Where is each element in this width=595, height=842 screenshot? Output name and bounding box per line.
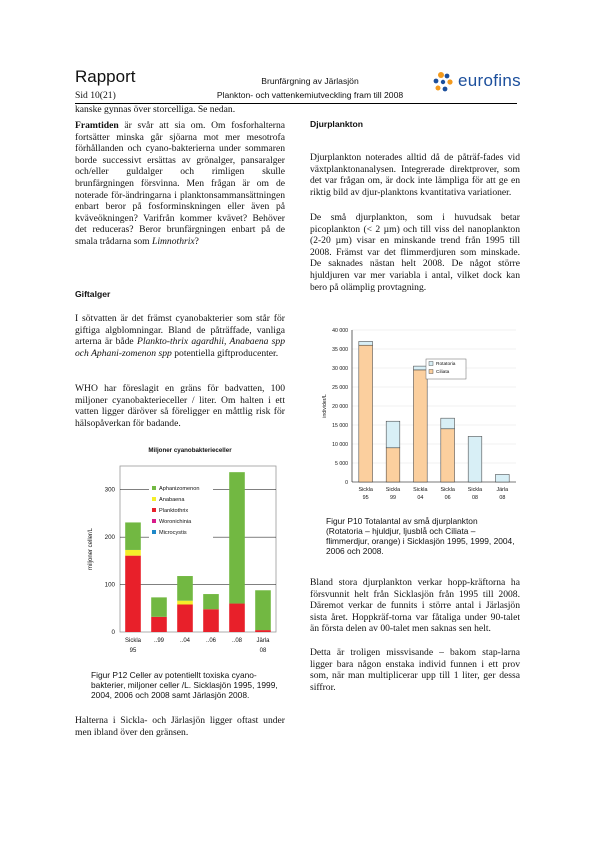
bar-segment-aphanizomenon bbox=[229, 472, 245, 603]
paragraph-hoppkraftor: Bland stora djurplankton verkar hopp-kräftorna ha försvunnit helt från Sicklasjön från 1995 till 2008. Däremot verkar de funnits i större antal i Järlasjön sista året. Hoppkräf-torna var fåtaliga under 90-talet än första delen av 00-talet men saknas sen helt. bbox=[310, 577, 520, 635]
bar-segment-ciliata bbox=[441, 429, 455, 482]
bar-segment-rotatoria bbox=[414, 366, 428, 370]
y-tick-label: 300 bbox=[104, 486, 115, 494]
header-subtitle-2: Plankton- och vattenkemiutveckling fram till 2008 bbox=[216, 90, 404, 100]
heading-djurplankton: Djurplankton bbox=[310, 119, 363, 129]
x-tick-label: Sickla bbox=[358, 487, 373, 493]
x-tick-label-line2: 95 bbox=[362, 495, 369, 501]
legend-swatch-planktothrix bbox=[152, 508, 156, 512]
y-tick-label: 25 000 bbox=[332, 385, 348, 391]
zooplankton-chart bbox=[316, 322, 522, 508]
paragraph-halterna: Halterna i Sickla- och Järlasjön ligger oftast under men ibland över den gränsen. bbox=[75, 715, 285, 738]
legend-swatch-anabaena bbox=[152, 497, 156, 501]
legend-label-ciliata: Ciliata bbox=[436, 370, 450, 375]
bar-segment-ciliata bbox=[359, 345, 373, 482]
caption-figure-p10: Figur P10 Totalantal av små djurplankton (Rotatoria – hjuldjur, ljusblå och Ciliata – flimmerdjur, orange) i Sicklasjön 1995, 1999, 2004, 2006 och 2008. bbox=[326, 516, 515, 556]
x-tick-label-line2: 08 bbox=[259, 648, 267, 654]
legend-swatch-woronichinia bbox=[152, 519, 156, 523]
x-tick-label: ..06 bbox=[205, 638, 217, 644]
x-tick-label: Sickla bbox=[413, 487, 428, 493]
chart-title: Miljoner cyanobakterieceller bbox=[148, 447, 232, 454]
legend-label-planktothrix: Planktothrix bbox=[159, 508, 189, 514]
caption-figure-p12: Figur P12 Celler av potentiellt toxiska cyano-bakterier, miljoner celler /L. Sicklasjön 1995, 1999, 2004, 2006 och 2008 samt Järlasjön 2008. bbox=[91, 670, 278, 700]
intro-line: kanske gynnas över storcelliga. Se nedan. bbox=[75, 104, 236, 115]
eurofins-logo-text: eurofins bbox=[458, 71, 521, 90]
framtiden-bold: Framtiden bbox=[75, 120, 119, 131]
bar-segment-rotatoria bbox=[386, 421, 400, 448]
paragraph-who: WHO har föreslagit en gräns för badvatten, 100 miljoner cyanobakterieceller / liter. Om halten i ett vatten ligger däröver så föreligger en måttlig risk för hälsopåverkan för badande. bbox=[75, 383, 285, 429]
legend-label-woronichinia: Woronichinia bbox=[159, 519, 192, 525]
x-tick-label: Sickla bbox=[440, 487, 455, 493]
framtiden-italic: Limnothrix bbox=[152, 235, 195, 247]
eurofins-logo bbox=[432, 69, 522, 95]
bar-segment-planktothrix bbox=[255, 630, 271, 632]
report-title: Rapport bbox=[75, 67, 136, 86]
framtiden-text: är svår att sia om. Om fosforhalterna fortsätter minska går sjöarna mot mer mesotrofa förhållanden och cyano-bakterierna under sommaren borde successivt ersättas av grönalger, pansaralger och/eller guldalger och rimligen skulle brunfärgningen försvinna. Men frågan är om de noterade för-ändringarna i planktonsammansättningen enbart beror på fosforminskningen eller även på kväveökningen? Varifrån kommer kvävet? Behöver det reduceras? Beror brunfärgningen enbart på de smala trådarna som bbox=[75, 120, 285, 247]
x-tick-label-line2: 06 bbox=[444, 495, 451, 501]
legend-label-rotatoria: Rotatoria bbox=[436, 362, 456, 367]
x-tick-label-line2: 08 bbox=[499, 495, 506, 501]
bar-segment-anabaena bbox=[125, 550, 141, 556]
y-tick-label: 40 000 bbox=[332, 328, 348, 334]
x-tick-label: ..08 bbox=[231, 638, 243, 644]
bar-segment-aphanizomenon bbox=[177, 576, 193, 601]
bar-segment-planktothrix bbox=[229, 604, 245, 632]
legend-label-microcystis: Microcystis bbox=[159, 530, 187, 536]
paragraph-djurplankton-1: Djurplankton noterades alltid då de påträf-fades vid växtplanktonanalysen. Integrerade direktprover, som det var frågan om, är dock inte lämpliga för att ge en riktig bild av djur-planktons kvantitativa variationer. bbox=[310, 152, 520, 198]
paragraph-giftalger bbox=[75, 313, 285, 359]
bar-segment-rotatoria bbox=[441, 418, 455, 429]
legend-label-anabaena: Anabaena bbox=[159, 497, 185, 503]
header-subtitle-1: Brunfärgning av Järlasjön bbox=[261, 76, 359, 86]
legend-swatch-ciliata bbox=[429, 370, 433, 374]
legend-swatch-aphanizomenon bbox=[152, 486, 156, 490]
eurofins-logo-icon bbox=[432, 70, 456, 94]
bar-segment-rotatoria bbox=[468, 436, 482, 482]
legend-label-aphanizomenon: Aphanizomenon bbox=[159, 486, 200, 492]
bar-segment-rotatoria bbox=[496, 474, 510, 482]
bar-segment-aphanizomenon bbox=[151, 597, 167, 616]
x-tick-label: ..04 bbox=[179, 638, 191, 644]
x-tick-label-line2: 04 bbox=[417, 495, 424, 501]
legend-swatch-rotatoria bbox=[429, 362, 433, 366]
y-tick-label: 30 000 bbox=[332, 366, 348, 372]
y-tick-label: 15 000 bbox=[332, 423, 348, 429]
x-tick-label: Sickla bbox=[467, 487, 483, 493]
y-tick-label: 20 000 bbox=[332, 404, 348, 410]
y-axis-label: miljoner celler/L bbox=[88, 527, 94, 571]
paragraph-djurplankton-2: De små djurplankton, som i huvudsak betar picoplankton (< 2 µm) och till viss del nanoplankton (2-20 µm) visar en minskande trend från 1995 till 2008. Främst var det flimmerdjuren som minskade. De saknades nästan helt 2008. De något större hjuldjuren var mer variabla i antal, vilket dock kan bero på olämplig provtagning. bbox=[310, 212, 520, 293]
y-tick-label: 5 000 bbox=[335, 461, 348, 467]
y-tick-label: 200 bbox=[104, 534, 115, 542]
bar-segment-planktothrix bbox=[125, 556, 141, 632]
bar-segment-planktothrix bbox=[203, 609, 219, 632]
paragraph-missvisande: Detta är troligen missvisande – bakom stap-larna ligger bara någon enstaka individ funnen i ett prov som, när man multiplicerar upp till 1 liter, ger dessa siffror. bbox=[310, 647, 520, 693]
bar-segment-rotatoria bbox=[359, 341, 373, 345]
y-tick-label: 35 000 bbox=[332, 347, 348, 353]
bar-segment-planktothrix bbox=[177, 604, 193, 632]
bar-segment-ciliata bbox=[414, 370, 428, 482]
x-tick-label: Järla bbox=[256, 638, 270, 644]
bar-segment-planktothrix bbox=[151, 617, 167, 632]
bar-segment-anabaena bbox=[177, 601, 193, 605]
framtiden-end: ? bbox=[194, 235, 199, 247]
x-tick-label: Sickla bbox=[385, 487, 401, 493]
bar-segment-aphanizomenon bbox=[255, 590, 271, 630]
y-tick-label: 10 000 bbox=[332, 442, 348, 448]
cyanobacteria-chart bbox=[78, 440, 282, 666]
bar-segment-aphanizomenon bbox=[203, 594, 219, 609]
x-tick-label: Sickla bbox=[124, 638, 142, 644]
y-axis-label: individer/L bbox=[322, 394, 328, 418]
giftalger-text-a: I sötvatten är det främst cyanobakterier som står för giftiga algblomningar. Bland de påträffade, vanliga arterna är både bbox=[75, 313, 285, 348]
x-tick-label-line2: 08 bbox=[472, 495, 478, 501]
x-tick-label: Järla bbox=[496, 487, 509, 493]
legend-swatch-microcystis bbox=[152, 530, 156, 534]
giftalger-text-b: potentiella giftproducenter. bbox=[171, 347, 279, 359]
x-tick-label-line2: 95 bbox=[129, 648, 137, 654]
giftalger-italic: Plankto-thrix agardhii, Anabaena spp och Aphani-zomenon spp bbox=[75, 336, 286, 359]
heading-giftalger: Giftalger bbox=[75, 289, 111, 299]
y-tick-label: 0 bbox=[345, 480, 348, 486]
bar-segment-aphanizomenon bbox=[125, 522, 141, 550]
x-tick-label-line2: 99 bbox=[390, 495, 396, 501]
x-tick-label: ..99 bbox=[153, 638, 165, 644]
bar-segment-ciliata bbox=[386, 448, 400, 482]
y-tick-label: 0 bbox=[111, 629, 115, 636]
paragraph-framtiden bbox=[75, 120, 285, 248]
y-tick-label: 100 bbox=[104, 581, 115, 589]
page-number: Sid 10(21) bbox=[75, 90, 116, 101]
